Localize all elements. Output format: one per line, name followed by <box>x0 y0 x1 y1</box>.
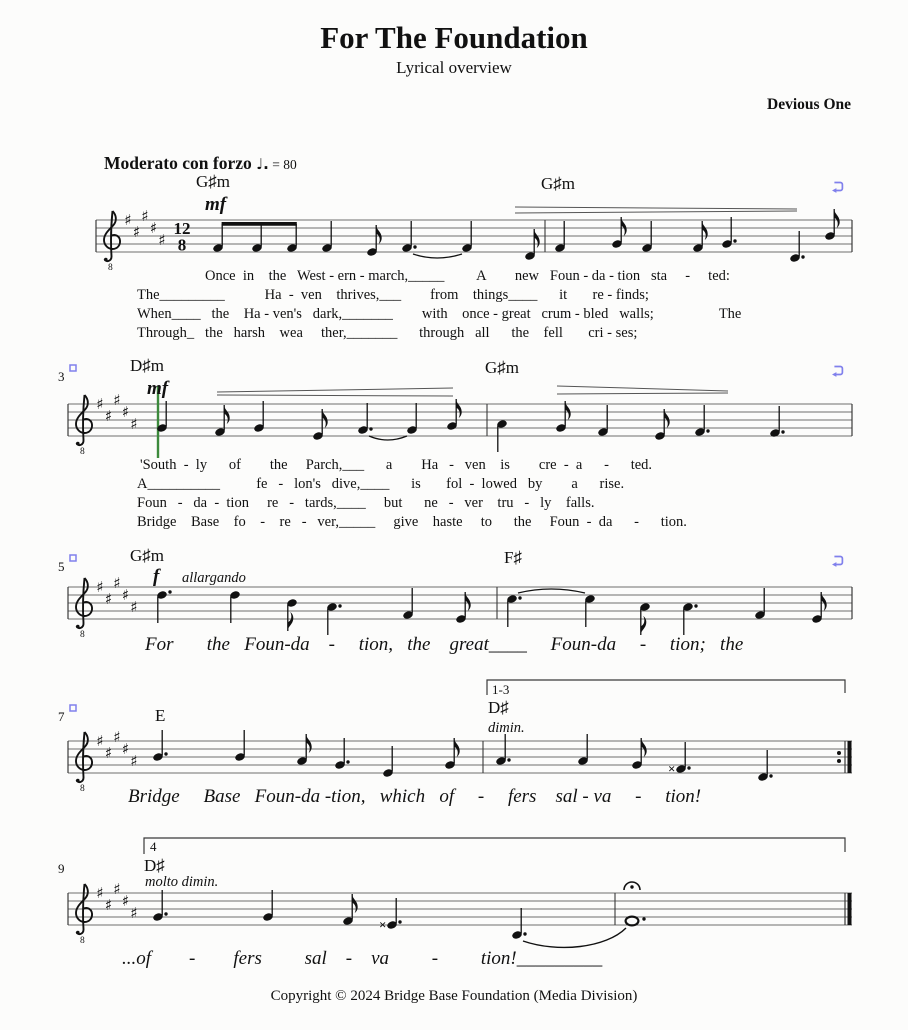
chord-symbol: F♯ <box>504 548 522 567</box>
dynamic-marking: mf <box>205 194 227 215</box>
measure-number: 3 <box>58 369 65 384</box>
dynamic-marking: f <box>153 566 160 587</box>
svg-text:8: 8 <box>80 936 85 946</box>
measure-number: 5 <box>58 559 65 574</box>
svg-text:8: 8 <box>177 235 187 255</box>
lyric-line: For the Foun-da - tion, the great____ Foun-da - tion; the <box>145 634 744 655</box>
svg-text:♯: ♯ <box>113 574 121 592</box>
chord-symbol: D♯ <box>488 698 509 717</box>
chord-symbol: G♯m <box>130 546 164 565</box>
svg-text:♯: ♯ <box>130 752 138 770</box>
svg-text:×: × <box>668 761 676 776</box>
lyric-line: Foun - da - tion re - tards,____ but ne - ver tru - ly falls. <box>137 495 595 511</box>
composer-name: Devious One <box>767 96 851 113</box>
chord-symbol: E <box>155 706 166 725</box>
lyric-line: Through_ the harsh wea ther,_______ through all the fell cri - ses; <box>137 325 638 341</box>
svg-text:8: 8 <box>108 263 113 273</box>
svg-text:♯: ♯ <box>130 598 138 616</box>
lyric-line: When____ the Ha - ven's dark,_______ with once - great crum - bled walls; The <box>137 306 742 322</box>
expression-text: molto dimin. <box>145 874 219 890</box>
svg-text:8: 8 <box>80 447 85 457</box>
dynamic-marking: mf <box>147 378 169 399</box>
svg-text:8: 8 <box>80 630 85 640</box>
lyric-line: 'South - ly of the Parch,___ a Ha - ven is cre - a - ted. <box>140 457 653 473</box>
svg-text:♯: ♯ <box>121 892 130 910</box>
chord-symbol: G♯m <box>541 174 575 193</box>
svg-text:♯: ♯ <box>132 223 141 241</box>
expression-text: dimin. <box>488 720 525 736</box>
lyric-line: Once in the West - ern - march,_____ A new Foun - da - tion sta - ted: <box>205 268 730 284</box>
page-subtitle: Lyrical overview <box>396 58 512 77</box>
lyric-line: Bridge Base fo - re - ver,_____ give haste to the Foun - da - tion. <box>137 514 687 530</box>
lyric-line: The_________ Ha - ven thrives,___ from things____ it re - finds; <box>137 287 649 303</box>
svg-text:4: 4 <box>150 839 157 854</box>
svg-text:8: 8 <box>80 784 85 794</box>
svg-text:♯: ♯ <box>141 207 149 225</box>
svg-text:♯: ♯ <box>121 586 130 604</box>
chord-symbol: G♯m <box>196 172 230 191</box>
measure-number: 7 <box>58 709 65 724</box>
svg-text:♯: ♯ <box>158 231 166 249</box>
lyric-line: Bridge Base Foun-da -tion, which of - fers sal - va - tion! <box>128 786 702 807</box>
svg-text:1-3: 1-3 <box>492 682 510 697</box>
chord-symbol: D♯m <box>130 356 164 375</box>
svg-text:♯: ♯ <box>96 732 104 750</box>
expression-text: allargando <box>182 570 246 586</box>
svg-text:♯: ♯ <box>104 744 113 762</box>
svg-text:×: × <box>379 917 387 932</box>
copyright-line: Copyright © 2024 Bridge Base Foundation (Media Division) <box>270 988 638 1004</box>
svg-text:♯: ♯ <box>113 391 121 409</box>
svg-text:♯: ♯ <box>104 407 113 425</box>
chord-symbol: G♯m <box>485 358 519 377</box>
svg-text:♯: ♯ <box>96 884 104 902</box>
tempo-marking <box>104 153 297 174</box>
tempo-text: Moderato con forzo <box>104 153 257 173</box>
svg-text:♯: ♯ <box>121 740 130 758</box>
beat-note-icon: ♩. <box>256 155 269 173</box>
svg-text:♯: ♯ <box>96 578 104 596</box>
svg-text:♯: ♯ <box>121 403 130 421</box>
svg-text:♯: ♯ <box>104 590 113 608</box>
svg-text:♯: ♯ <box>113 728 121 746</box>
svg-text:♯: ♯ <box>130 415 138 433</box>
svg-text:♯: ♯ <box>96 395 104 413</box>
lyric-line: ...of - fers sal - va - tion!_________ <box>122 948 603 969</box>
svg-text:♯: ♯ <box>130 904 138 922</box>
svg-text:♯: ♯ <box>149 219 158 237</box>
lyric-line: A__________ fe - lon's dive,____ is fol - lowed by a rise. <box>137 476 625 492</box>
chord-symbol: D♯ <box>144 856 165 875</box>
svg-text:12: 12 <box>173 219 191 238</box>
tempo-value: = 80 <box>268 157 297 172</box>
svg-text:♯: ♯ <box>104 896 113 914</box>
svg-text:♯: ♯ <box>113 880 121 898</box>
page-title: For The Foundation <box>320 20 588 55</box>
svg-text:♯: ♯ <box>124 211 132 229</box>
measure-number: 9 <box>58 861 65 876</box>
